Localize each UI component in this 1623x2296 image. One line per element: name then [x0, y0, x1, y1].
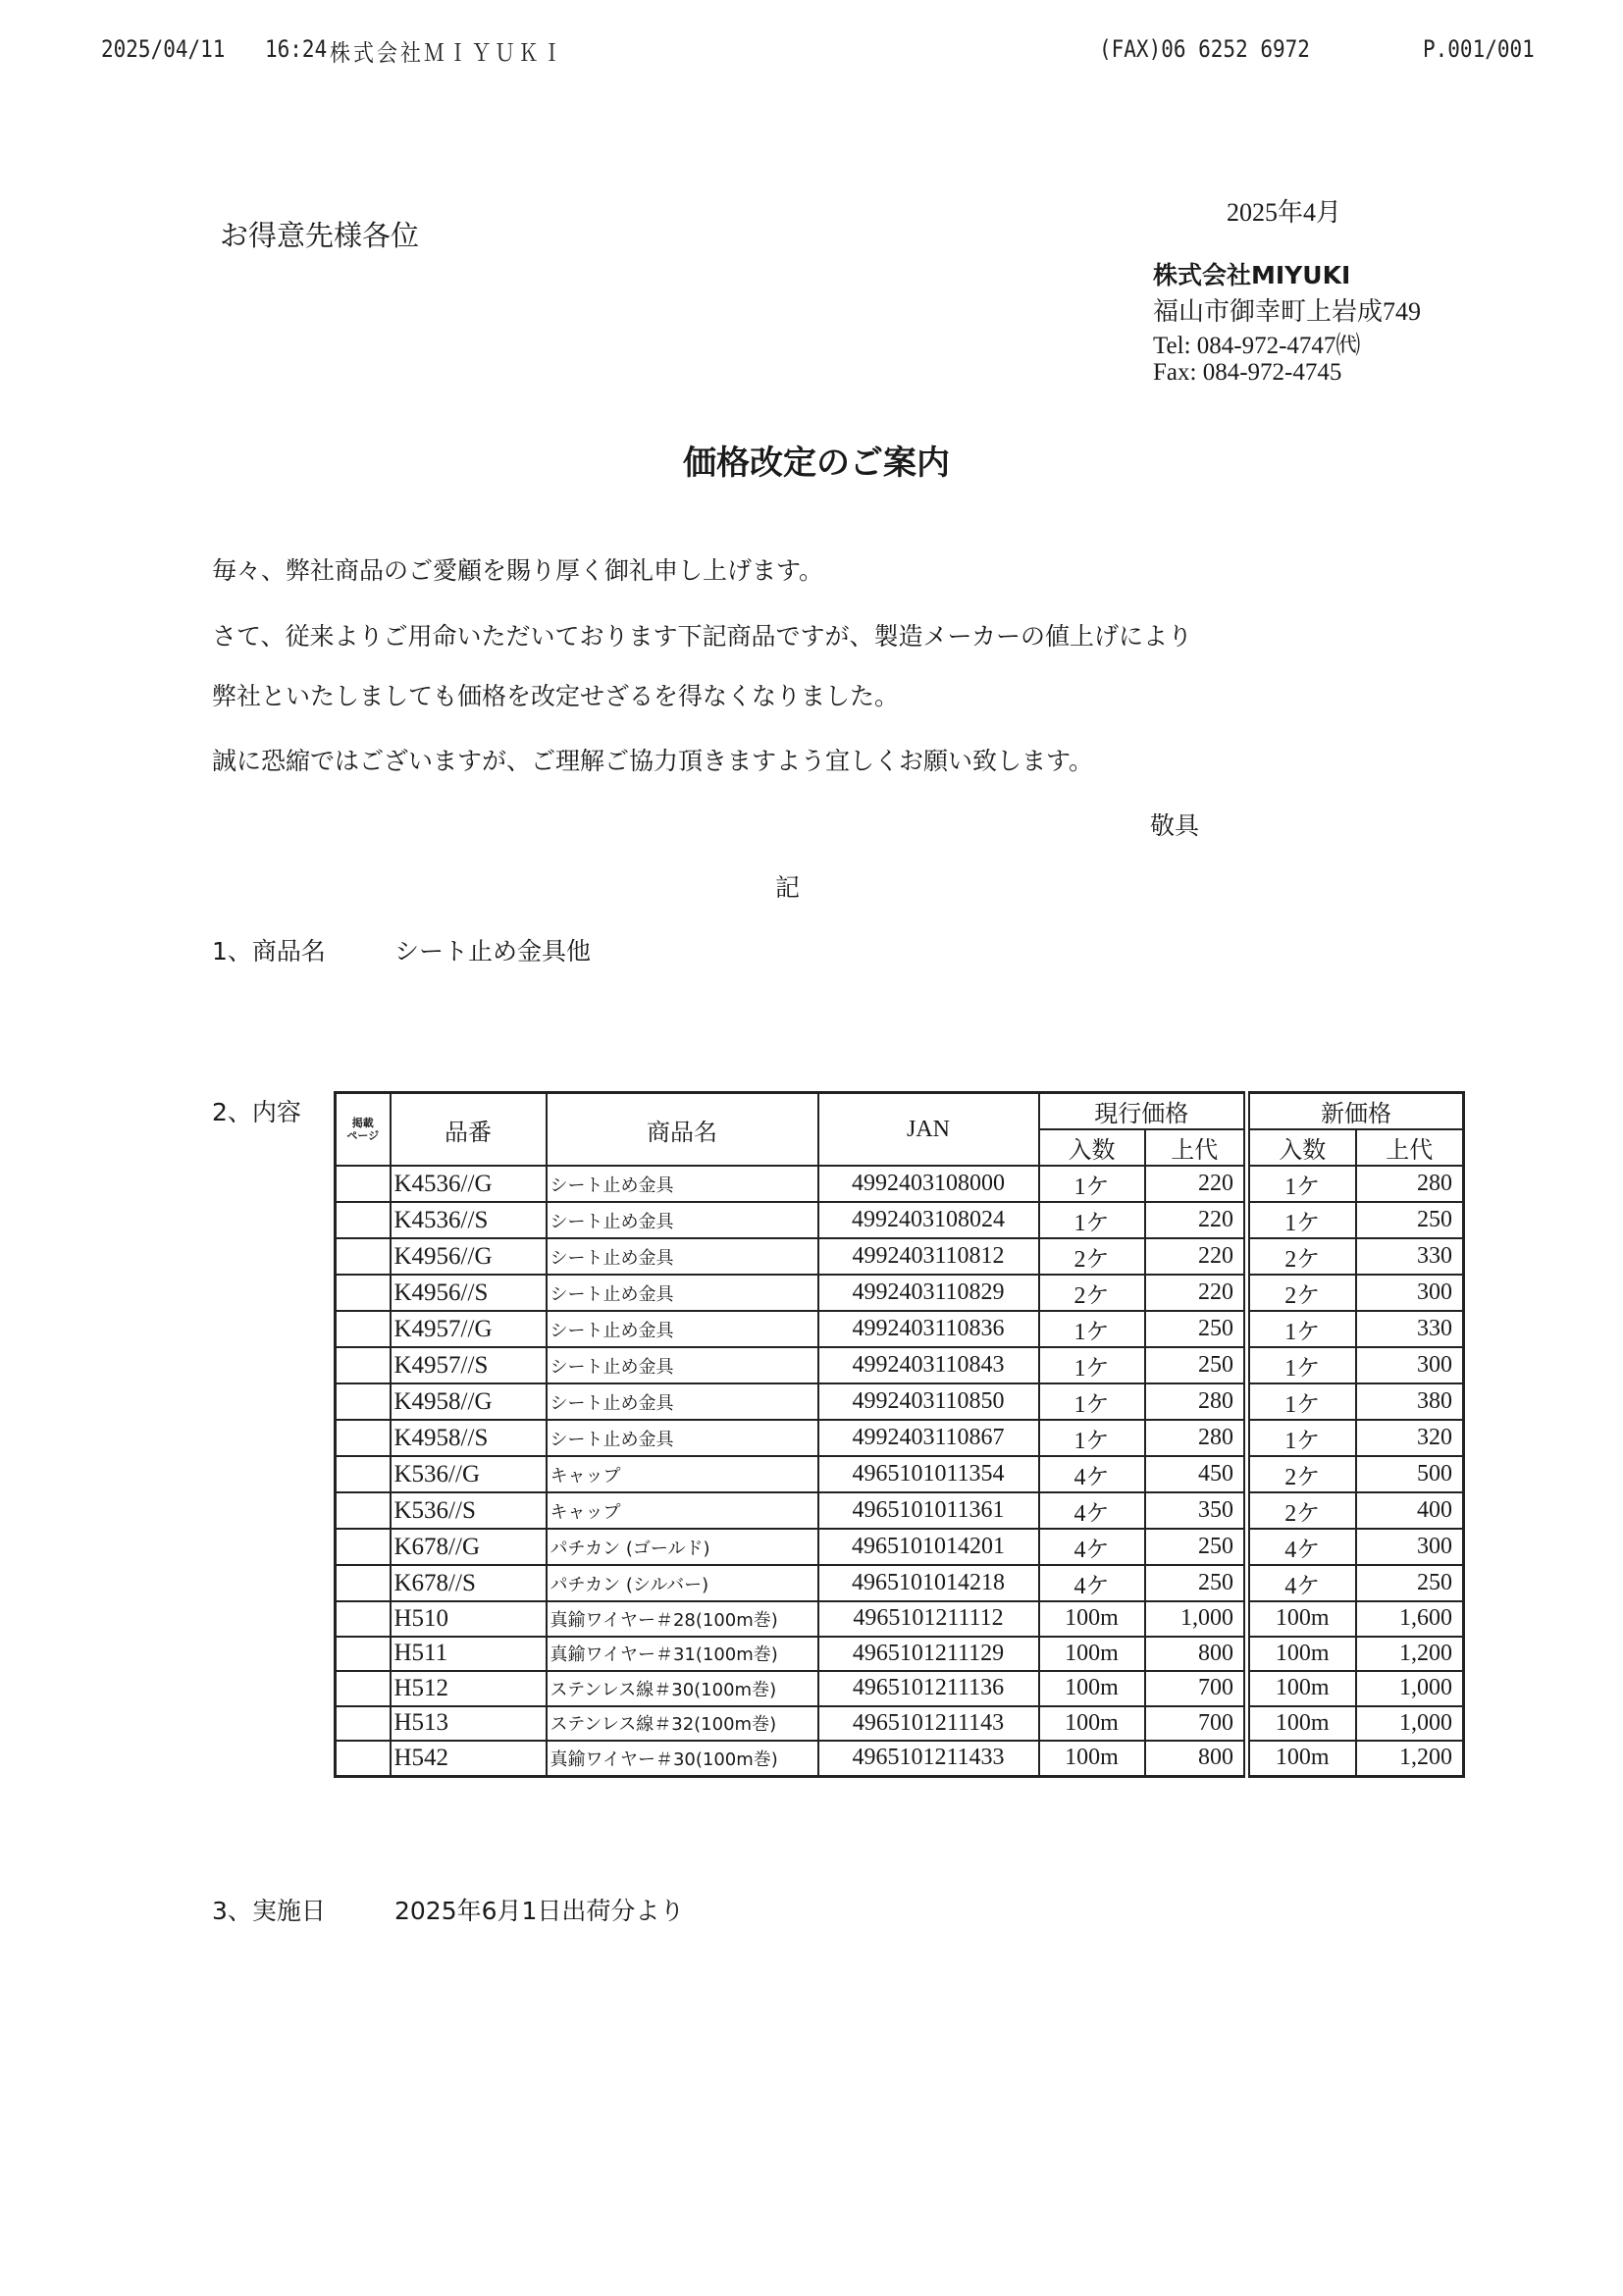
cell-current-price: 250 [1145, 1347, 1247, 1383]
fax-number: (FAX)06 6252 6972 [1099, 35, 1310, 63]
cell-new-price: 300 [1356, 1529, 1464, 1565]
item2-label: 2、内容 [212, 1098, 301, 1126]
cell-code: K536//G [391, 1456, 547, 1492]
document-title: 価格改定のご案内 [683, 444, 950, 483]
fax-date: 2025/04/11 [101, 35, 226, 63]
cell-current-price: 220 [1145, 1166, 1247, 1202]
cell-product-name: シート止め金具 [547, 1420, 818, 1456]
cell-new-qty: 2ケ [1247, 1456, 1356, 1492]
cell-current-price: 250 [1145, 1529, 1247, 1565]
cell-new-qty: 1ケ [1247, 1383, 1356, 1420]
cell-current-qty: 4ケ [1039, 1565, 1145, 1601]
cell-current-qty: 1ケ [1039, 1347, 1145, 1383]
cell-jan: 4992403110829 [818, 1275, 1039, 1311]
cell-page [336, 1238, 391, 1275]
cell-code: K4958//G [391, 1383, 547, 1420]
cell-new-price: 1,200 [1356, 1637, 1464, 1672]
cell-jan: 4965101211129 [818, 1637, 1039, 1672]
cell-product-name: ステンレス線＃32(100m巻) [547, 1706, 818, 1742]
cell-new-qty: 2ケ [1247, 1275, 1356, 1311]
cell-product-name: シート止め金具 [547, 1347, 818, 1383]
cell-current-price: 700 [1145, 1671, 1247, 1706]
table-row [336, 1529, 1464, 1565]
cell-current-qty: 2ケ [1039, 1238, 1145, 1275]
cell-code: K4956//G [391, 1238, 547, 1275]
cell-current-price: 220 [1145, 1202, 1247, 1238]
cell-product-name: 真鍮ワイヤー＃31(100m巻) [547, 1637, 818, 1672]
table-row [336, 1706, 1464, 1742]
header-new-qty: 入数 [1247, 1129, 1356, 1166]
cell-jan: 4992403110843 [818, 1347, 1039, 1383]
cell-current-qty: 100m [1039, 1741, 1145, 1776]
cell-current-qty: 1ケ [1039, 1420, 1145, 1456]
cell-page [336, 1311, 391, 1347]
cell-code: H511 [391, 1637, 547, 1672]
cell-new-price: 300 [1356, 1275, 1464, 1311]
paragraph-3: 弊社といたしましても価格を改定せざるを得なくなりました。 [212, 682, 900, 710]
cell-new-price: 400 [1356, 1492, 1464, 1529]
cell-jan: 4965101014218 [818, 1565, 1039, 1601]
table-row [336, 1383, 1464, 1420]
header-current-qty: 入数 [1039, 1129, 1145, 1166]
cell-current-qty: 2ケ [1039, 1275, 1145, 1311]
cell-page [336, 1565, 391, 1601]
cell-new-price: 1,200 [1356, 1741, 1464, 1776]
price-table [334, 1091, 1465, 1778]
cell-current-qty: 1ケ [1039, 1166, 1145, 1202]
closing: 敬具 [1150, 811, 1200, 840]
table-row [336, 1238, 1464, 1275]
cell-page [336, 1529, 391, 1565]
table-row [336, 1565, 1464, 1601]
cell-jan: 4965101211433 [818, 1741, 1039, 1776]
cell-jan: 4965101211112 [818, 1601, 1039, 1637]
table-row [336, 1347, 1464, 1383]
cell-new-qty: 1ケ [1247, 1347, 1356, 1383]
cell-new-qty: 1ケ [1247, 1420, 1356, 1456]
cell-code: K4536//S [391, 1202, 547, 1238]
cell-page [336, 1420, 391, 1456]
cell-current-qty: 1ケ [1039, 1311, 1145, 1347]
cell-new-price: 500 [1356, 1456, 1464, 1492]
cell-new-qty: 100m [1247, 1601, 1356, 1637]
cell-new-qty: 4ケ [1247, 1529, 1356, 1565]
cell-code: H513 [391, 1706, 547, 1742]
cell-current-qty: 1ケ [1039, 1383, 1145, 1420]
cell-new-price: 250 [1356, 1565, 1464, 1601]
header-page-line2: ページ [346, 1129, 380, 1142]
table-row [336, 1741, 1464, 1776]
table-row [336, 1456, 1464, 1492]
cell-current-qty: 100m [1039, 1637, 1145, 1672]
cell-jan: 4992403108000 [818, 1166, 1039, 1202]
cell-product-name: シート止め金具 [547, 1383, 818, 1420]
cell-product-name: ステンレス線＃30(100m巻) [547, 1671, 818, 1706]
company-name: 株式会社MIYUKI [1153, 261, 1351, 289]
cell-current-price: 450 [1145, 1456, 1247, 1492]
cell-current-qty: 4ケ [1039, 1456, 1145, 1492]
cell-product-name: シート止め金具 [547, 1238, 818, 1275]
cell-new-price: 1,000 [1356, 1671, 1464, 1706]
cell-jan: 4965101014201 [818, 1529, 1039, 1565]
header-name: 商品名 [547, 1093, 818, 1167]
item1-label: 1、商品名 [212, 937, 326, 965]
cell-current-price: 350 [1145, 1492, 1247, 1529]
cell-current-price: 250 [1145, 1311, 1247, 1347]
cell-code: K4536//G [391, 1166, 547, 1202]
cell-jan: 4965101011361 [818, 1492, 1039, 1529]
company-address: 福山市御幸町上岩成749 [1153, 297, 1422, 326]
cell-new-price: 330 [1356, 1311, 1464, 1347]
table-row [336, 1637, 1464, 1672]
table-row [336, 1311, 1464, 1347]
cell-code: K678//G [391, 1529, 547, 1565]
cell-product-name: シート止め金具 [547, 1166, 818, 1202]
cell-current-price: 250 [1145, 1565, 1247, 1601]
cell-current-price: 220 [1145, 1275, 1247, 1311]
cell-current-price: 280 [1145, 1420, 1247, 1456]
cell-code: K4956//S [391, 1275, 547, 1311]
table-row [336, 1420, 1464, 1456]
cell-new-price: 300 [1356, 1347, 1464, 1383]
cell-product-name: パチカン (シルバー) [547, 1565, 818, 1601]
cell-product-name: キャップ [547, 1456, 818, 1492]
table-row [336, 1202, 1464, 1238]
cell-new-price: 330 [1356, 1238, 1464, 1275]
fax-time: 16:24 [265, 35, 328, 63]
cell-product-name: キャップ [547, 1492, 818, 1529]
cell-code: K536//S [391, 1492, 547, 1529]
cell-jan: 4965101211136 [818, 1671, 1039, 1706]
header-page-line1: 掲載 [351, 1117, 374, 1129]
cell-code: H510 [391, 1601, 547, 1637]
cell-jan: 4992403108024 [818, 1202, 1039, 1238]
cell-jan: 4992403110812 [818, 1238, 1039, 1275]
cell-current-price: 800 [1145, 1637, 1247, 1672]
table-row [336, 1671, 1464, 1706]
cell-new-price: 320 [1356, 1420, 1464, 1456]
cell-code: K4958//S [391, 1420, 547, 1456]
letter-date: 2025年4月 [1227, 198, 1342, 227]
cell-new-qty: 2ケ [1247, 1492, 1356, 1529]
company-tel: Tel: 084-972-4747㈹ [1153, 333, 1361, 359]
cell-page [336, 1456, 391, 1492]
cell-current-price: 800 [1145, 1741, 1247, 1776]
header-new-retail: 上代 [1356, 1129, 1464, 1166]
cell-new-qty: 100m [1247, 1741, 1356, 1776]
header-current-retail: 上代 [1145, 1129, 1247, 1166]
cell-page [336, 1706, 391, 1742]
cell-product-name: 真鍮ワイヤー＃28(100m巻) [547, 1601, 818, 1637]
cell-product-name: シート止め金具 [547, 1311, 818, 1347]
cell-new-qty: 4ケ [1247, 1565, 1356, 1601]
cell-product-name: シート止め金具 [547, 1202, 818, 1238]
ki-mark: 記 [775, 873, 801, 902]
header-current-price: 現行価格 [1039, 1093, 1247, 1130]
paragraph-4: 誠に恐縮ではございますが、ご理解ご協力頂きますよう宜しくお願い致します。 [212, 747, 1094, 775]
cell-current-price: 280 [1145, 1383, 1247, 1420]
cell-current-price: 1,000 [1145, 1601, 1247, 1637]
cell-page [336, 1601, 391, 1637]
fax-sender: 株式会社ＭＩＹＵＫＩ [330, 39, 565, 67]
cell-code: K4957//G [391, 1311, 547, 1347]
cell-page [336, 1166, 391, 1202]
header-code: 品番 [391, 1093, 547, 1167]
item1-value: シート止め金具他 [394, 937, 592, 965]
cell-current-qty: 100m [1039, 1706, 1145, 1742]
cell-page [336, 1741, 391, 1776]
cell-current-qty: 100m [1039, 1601, 1145, 1637]
cell-page [336, 1383, 391, 1420]
cell-code: K678//S [391, 1565, 547, 1601]
cell-new-price: 380 [1356, 1383, 1464, 1420]
cell-current-qty: 100m [1039, 1671, 1145, 1706]
cell-jan: 4992403110850 [818, 1383, 1039, 1420]
table-row [336, 1166, 1464, 1202]
cell-product-name: パチカン (ゴールド) [547, 1529, 818, 1565]
fax-page: P.001/001 [1423, 35, 1535, 63]
cell-current-price: 220 [1145, 1238, 1247, 1275]
table-row [336, 1601, 1464, 1637]
cell-new-price: 1,600 [1356, 1601, 1464, 1637]
table-row [336, 1275, 1464, 1311]
cell-current-qty: 4ケ [1039, 1492, 1145, 1529]
header-jan: JAN [818, 1093, 1039, 1167]
recipient: お得意先様各位 [220, 219, 420, 252]
cell-new-price: 1,000 [1356, 1706, 1464, 1742]
header-new-price: 新価格 [1247, 1093, 1464, 1130]
cell-new-price: 280 [1356, 1166, 1464, 1202]
item3-value: 2025年6月1日出荷分より [394, 1897, 685, 1925]
cell-page [336, 1347, 391, 1383]
cell-current-qty: 4ケ [1039, 1529, 1145, 1565]
cell-new-qty: 100m [1247, 1706, 1356, 1742]
cell-new-price: 250 [1356, 1202, 1464, 1238]
cell-page [336, 1275, 391, 1311]
cell-page [336, 1492, 391, 1529]
cell-new-qty: 1ケ [1247, 1166, 1356, 1202]
cell-jan: 4965101211143 [818, 1706, 1039, 1742]
paragraph-2: さて、従来よりご用命いただいております下記商品ですが、製造メーカーの値上げにより [212, 622, 1193, 651]
cell-current-price: 700 [1145, 1706, 1247, 1742]
cell-new-qty: 100m [1247, 1637, 1356, 1672]
cell-new-qty: 2ケ [1247, 1238, 1356, 1275]
cell-new-qty: 1ケ [1247, 1311, 1356, 1347]
item3-label: 3、実施日 [212, 1897, 326, 1925]
cell-jan: 4965101011354 [818, 1456, 1039, 1492]
cell-code: K4957//S [391, 1347, 547, 1383]
cell-page [336, 1637, 391, 1672]
cell-code: H542 [391, 1741, 547, 1776]
cell-new-qty: 100m [1247, 1671, 1356, 1706]
cell-product-name: シート止め金具 [547, 1275, 818, 1311]
header-page [336, 1093, 391, 1167]
cell-jan: 4992403110836 [818, 1311, 1039, 1347]
cell-jan: 4992403110867 [818, 1420, 1039, 1456]
cell-product-name: 真鍮ワイヤー＃30(100m巻) [547, 1741, 818, 1776]
company-fax: Fax: 084-972-4745 [1153, 359, 1342, 386]
cell-code: H512 [391, 1671, 547, 1706]
cell-new-qty: 1ケ [1247, 1202, 1356, 1238]
table-row [336, 1492, 1464, 1529]
cell-current-qty: 1ケ [1039, 1202, 1145, 1238]
cell-page [336, 1671, 391, 1706]
paragraph-1: 毎々、弊社商品のご愛顧を賜り厚く御礼申し上げます。 [212, 556, 824, 585]
cell-page [336, 1202, 391, 1238]
